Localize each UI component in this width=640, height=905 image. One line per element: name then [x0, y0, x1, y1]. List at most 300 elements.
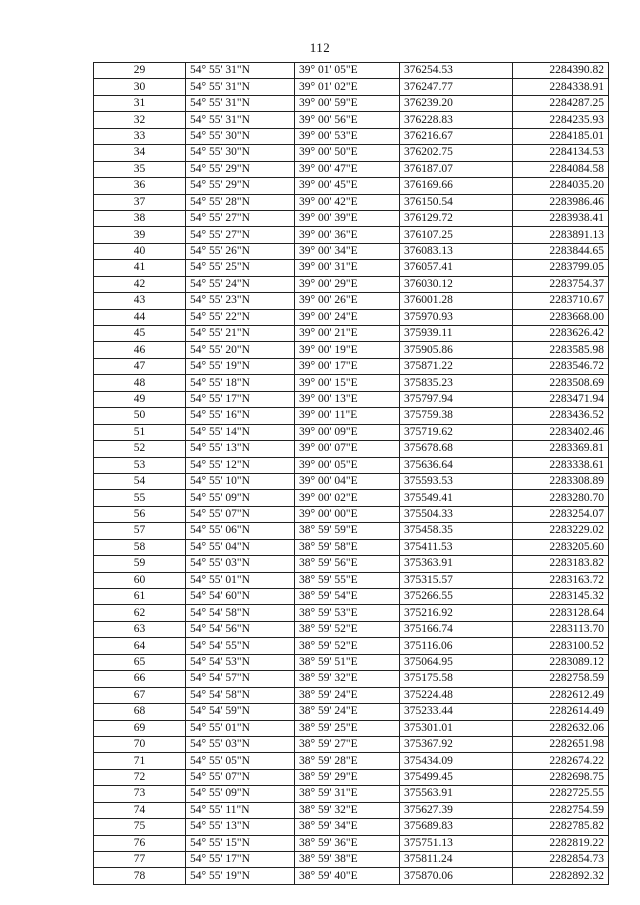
latitude-cell: 54° 55' 07"N: [186, 506, 295, 522]
table-row: [94, 589, 609, 605]
y-coordinate-cell: 2282632.06: [513, 720, 609, 736]
table-row: [94, 720, 609, 736]
table-row: [94, 227, 609, 243]
point-number-cell: 53: [94, 457, 186, 473]
x-coordinate-cell: 375871.22: [400, 358, 513, 374]
x-coordinate-cell: 376254.53: [400, 63, 513, 79]
latitude-cell: 54° 54' 53"N: [186, 654, 295, 670]
table-row: [94, 556, 609, 572]
table-row: [94, 408, 609, 424]
y-coordinate-cell: 2282612.49: [513, 687, 609, 703]
x-coordinate-cell: 376107.25: [400, 227, 513, 243]
x-coordinate-cell: 376247.77: [400, 79, 513, 95]
point-number-cell: 31: [94, 95, 186, 111]
x-coordinate-cell: 375216.92: [400, 605, 513, 621]
longitude-cell: 38° 59' 52"E: [295, 638, 400, 654]
table-row: [94, 473, 609, 489]
point-number-cell: 77: [94, 852, 186, 868]
longitude-cell: 39° 01' 05"E: [295, 63, 400, 79]
longitude-cell: 39° 00' 59"E: [295, 95, 400, 111]
y-coordinate-cell: 2282819.22: [513, 835, 609, 851]
y-coordinate-cell: 2283986.46: [513, 194, 609, 210]
longitude-cell: 38° 59' 51"E: [295, 654, 400, 670]
point-number-cell: 45: [94, 326, 186, 342]
table-row: [94, 260, 609, 276]
x-coordinate-cell: 375166.74: [400, 621, 513, 637]
point-number-cell: 73: [94, 786, 186, 802]
point-number-cell: 57: [94, 523, 186, 539]
longitude-cell: 39° 00' 17"E: [295, 358, 400, 374]
latitude-cell: 54° 55' 15"N: [186, 835, 295, 851]
longitude-cell: 39° 00' 26"E: [295, 293, 400, 309]
y-coordinate-cell: 2283754.37: [513, 276, 609, 292]
x-coordinate-cell: 375593.53: [400, 473, 513, 489]
longitude-cell: 39° 00' 36"E: [295, 227, 400, 243]
y-coordinate-cell: 2282754.59: [513, 802, 609, 818]
x-coordinate-cell: 376169.66: [400, 178, 513, 194]
point-number-cell: 61: [94, 589, 186, 605]
table-row: [94, 243, 609, 259]
table-row: [94, 342, 609, 358]
latitude-cell: 54° 55' 31"N: [186, 95, 295, 111]
longitude-cell: 38° 59' 27"E: [295, 736, 400, 752]
point-number-cell: 65: [94, 654, 186, 670]
x-coordinate-cell: 375835.23: [400, 375, 513, 391]
latitude-cell: 54° 55' 26"N: [186, 243, 295, 259]
point-number-cell: 49: [94, 391, 186, 407]
longitude-cell: 38° 59' 53"E: [295, 605, 400, 621]
table-row: [94, 293, 609, 309]
table-row: [94, 178, 609, 194]
point-number-cell: 34: [94, 145, 186, 161]
table-row: [94, 736, 609, 752]
latitude-cell: 54° 55' 17"N: [186, 852, 295, 868]
table-row: [94, 128, 609, 144]
latitude-cell: 54° 55' 13"N: [186, 819, 295, 835]
x-coordinate-cell: 375751.13: [400, 835, 513, 851]
table-row: [94, 868, 609, 884]
point-number-cell: 33: [94, 128, 186, 144]
table-row: [94, 506, 609, 522]
table-row: [94, 704, 609, 720]
y-coordinate-cell: 2283799.05: [513, 260, 609, 276]
longitude-cell: 39° 00' 05"E: [295, 457, 400, 473]
x-coordinate-cell: 375411.53: [400, 539, 513, 555]
latitude-cell: 54° 55' 05"N: [186, 753, 295, 769]
point-number-cell: 58: [94, 539, 186, 555]
x-coordinate-cell: 375563.91: [400, 786, 513, 802]
table-row: [94, 375, 609, 391]
table-row: [94, 457, 609, 473]
y-coordinate-cell: 2283436.52: [513, 408, 609, 424]
point-number-cell: 32: [94, 112, 186, 128]
table-row: [94, 638, 609, 654]
longitude-cell: 38° 59' 58"E: [295, 539, 400, 555]
latitude-cell: 54° 55' 14"N: [186, 424, 295, 440]
table-row: [94, 835, 609, 851]
x-coordinate-cell: 375499.45: [400, 769, 513, 785]
y-coordinate-cell: 2284235.93: [513, 112, 609, 128]
latitude-cell: 54° 54' 58"N: [186, 605, 295, 621]
longitude-cell: 39° 00' 00"E: [295, 506, 400, 522]
latitude-cell: 54° 55' 07"N: [186, 769, 295, 785]
latitude-cell: 54° 55' 21"N: [186, 326, 295, 342]
x-coordinate-cell: 375939.11: [400, 326, 513, 342]
y-coordinate-cell: 2283113.70: [513, 621, 609, 637]
latitude-cell: 54° 55' 03"N: [186, 556, 295, 572]
latitude-cell: 54° 55' 30"N: [186, 145, 295, 161]
y-coordinate-cell: 2283183.82: [513, 556, 609, 572]
point-number-cell: 47: [94, 358, 186, 374]
point-number-cell: 41: [94, 260, 186, 276]
x-coordinate-cell: 375175.58: [400, 671, 513, 687]
point-number-cell: 59: [94, 556, 186, 572]
point-number-cell: 50: [94, 408, 186, 424]
latitude-cell: 54° 55' 23"N: [186, 293, 295, 309]
y-coordinate-cell: 2283369.81: [513, 441, 609, 457]
longitude-cell: 38° 59' 32"E: [295, 671, 400, 687]
point-number-cell: 64: [94, 638, 186, 654]
coordinates-table: [93, 62, 609, 885]
table-row: [94, 671, 609, 687]
latitude-cell: 54° 55' 13"N: [186, 441, 295, 457]
y-coordinate-cell: 2283471.94: [513, 391, 609, 407]
y-coordinate-cell: 2282651.98: [513, 736, 609, 752]
longitude-cell: 38° 59' 56"E: [295, 556, 400, 572]
point-number-cell: 39: [94, 227, 186, 243]
table-row: [94, 539, 609, 555]
latitude-cell: 54° 55' 30"N: [186, 128, 295, 144]
x-coordinate-cell: 376216.67: [400, 128, 513, 144]
y-coordinate-cell: 2284338.91: [513, 79, 609, 95]
point-number-cell: 52: [94, 441, 186, 457]
y-coordinate-cell: 2283844.65: [513, 243, 609, 259]
y-coordinate-cell: 2284134.53: [513, 145, 609, 161]
table-row: [94, 210, 609, 226]
longitude-cell: 38° 59' 24"E: [295, 687, 400, 703]
point-number-cell: 35: [94, 161, 186, 177]
latitude-cell: 54° 55' 12"N: [186, 457, 295, 473]
x-coordinate-cell: 375363.91: [400, 556, 513, 572]
y-coordinate-cell: 2283254.07: [513, 506, 609, 522]
x-coordinate-cell: 375970.93: [400, 309, 513, 325]
longitude-cell: 39° 00' 24"E: [295, 309, 400, 325]
y-coordinate-cell: 2284084.58: [513, 161, 609, 177]
latitude-cell: 54° 55' 25"N: [186, 260, 295, 276]
x-coordinate-cell: 376001.28: [400, 293, 513, 309]
point-number-cell: 48: [94, 375, 186, 391]
table-row: [94, 309, 609, 325]
table-row: [94, 621, 609, 637]
y-coordinate-cell: 2283280.70: [513, 490, 609, 506]
point-number-cell: 75: [94, 819, 186, 835]
latitude-cell: 54° 55' 29"N: [186, 178, 295, 194]
longitude-cell: 39° 00' 31"E: [295, 260, 400, 276]
table-row: [94, 79, 609, 95]
table-row: [94, 802, 609, 818]
table-row: [94, 424, 609, 440]
y-coordinate-cell: 2282785.82: [513, 819, 609, 835]
longitude-cell: 39° 00' 07"E: [295, 441, 400, 457]
longitude-cell: 39° 00' 13"E: [295, 391, 400, 407]
table-row: [94, 786, 609, 802]
table-row: [94, 326, 609, 342]
x-coordinate-cell: 375266.55: [400, 589, 513, 605]
longitude-cell: 38° 59' 24"E: [295, 704, 400, 720]
longitude-cell: 38° 59' 59"E: [295, 523, 400, 539]
table-row: [94, 819, 609, 835]
latitude-cell: 54° 54' 57"N: [186, 671, 295, 687]
y-coordinate-cell: 2283402.46: [513, 424, 609, 440]
latitude-cell: 54° 55' 31"N: [186, 79, 295, 95]
table-row: [94, 753, 609, 769]
longitude-cell: 38° 59' 38"E: [295, 852, 400, 868]
y-coordinate-cell: 2283205.60: [513, 539, 609, 555]
longitude-cell: 38° 59' 54"E: [295, 589, 400, 605]
table-row: [94, 194, 609, 210]
longitude-cell: 39° 00' 34"E: [295, 243, 400, 259]
latitude-cell: 54° 55' 11"N: [186, 802, 295, 818]
point-number-cell: 43: [94, 293, 186, 309]
latitude-cell: 54° 55' 01"N: [186, 720, 295, 736]
point-number-cell: 42: [94, 276, 186, 292]
point-number-cell: 76: [94, 835, 186, 851]
y-coordinate-cell: 2283626.42: [513, 326, 609, 342]
longitude-cell: 39° 00' 09"E: [295, 424, 400, 440]
latitude-cell: 54° 55' 27"N: [186, 210, 295, 226]
x-coordinate-cell: 376202.75: [400, 145, 513, 161]
y-coordinate-cell: 2282892.32: [513, 868, 609, 884]
table-row: [94, 852, 609, 868]
table-row: [94, 276, 609, 292]
y-coordinate-cell: 2284390.82: [513, 63, 609, 79]
latitude-cell: 54° 55' 09"N: [186, 786, 295, 802]
longitude-cell: 38° 59' 36"E: [295, 835, 400, 851]
point-number-cell: 72: [94, 769, 186, 785]
latitude-cell: 54° 54' 56"N: [186, 621, 295, 637]
point-number-cell: 69: [94, 720, 186, 736]
latitude-cell: 54° 55' 20"N: [186, 342, 295, 358]
table-row: [94, 358, 609, 374]
x-coordinate-cell: 376150.54: [400, 194, 513, 210]
latitude-cell: 54° 55' 01"N: [186, 572, 295, 588]
coordinates-table-body: [94, 63, 609, 885]
table-row: [94, 161, 609, 177]
latitude-cell: 54° 55' 27"N: [186, 227, 295, 243]
latitude-cell: 54° 55' 04"N: [186, 539, 295, 555]
longitude-cell: 39° 00' 04"E: [295, 473, 400, 489]
y-coordinate-cell: 2284185.01: [513, 128, 609, 144]
longitude-cell: 38° 59' 28"E: [295, 753, 400, 769]
latitude-cell: 54° 54' 60"N: [186, 589, 295, 605]
x-coordinate-cell: 375811.24: [400, 852, 513, 868]
point-number-cell: 29: [94, 63, 186, 79]
longitude-cell: 38° 59' 25"E: [295, 720, 400, 736]
longitude-cell: 39° 00' 19"E: [295, 342, 400, 358]
longitude-cell: 39° 00' 53"E: [295, 128, 400, 144]
y-coordinate-cell: 2283128.64: [513, 605, 609, 621]
table-row: [94, 391, 609, 407]
table-row: [94, 112, 609, 128]
latitude-cell: 54° 55' 22"N: [186, 309, 295, 325]
latitude-cell: 54° 55' 06"N: [186, 523, 295, 539]
longitude-cell: 39° 00' 42"E: [295, 194, 400, 210]
point-number-cell: 55: [94, 490, 186, 506]
point-number-cell: 62: [94, 605, 186, 621]
x-coordinate-cell: 376239.20: [400, 95, 513, 111]
table-row: [94, 572, 609, 588]
longitude-cell: 39° 01' 02"E: [295, 79, 400, 95]
latitude-cell: 54° 55' 29"N: [186, 161, 295, 177]
table-row: [94, 441, 609, 457]
y-coordinate-cell: 2283145.32: [513, 589, 609, 605]
point-number-cell: 38: [94, 210, 186, 226]
point-number-cell: 70: [94, 736, 186, 752]
latitude-cell: 54° 55' 31"N: [186, 112, 295, 128]
latitude-cell: 54° 55' 17"N: [186, 391, 295, 407]
latitude-cell: 54° 55' 10"N: [186, 473, 295, 489]
point-number-cell: 44: [94, 309, 186, 325]
longitude-cell: 39° 00' 21"E: [295, 326, 400, 342]
longitude-cell: 38° 59' 55"E: [295, 572, 400, 588]
y-coordinate-cell: 2284287.25: [513, 95, 609, 111]
point-number-cell: 74: [94, 802, 186, 818]
x-coordinate-cell: 375719.62: [400, 424, 513, 440]
x-coordinate-cell: 375367.92: [400, 736, 513, 752]
x-coordinate-cell: 375689.83: [400, 819, 513, 835]
x-coordinate-cell: 376228.83: [400, 112, 513, 128]
x-coordinate-cell: 375905.86: [400, 342, 513, 358]
y-coordinate-cell: 2283891.13: [513, 227, 609, 243]
point-number-cell: 71: [94, 753, 186, 769]
table-row: [94, 145, 609, 161]
latitude-cell: 54° 55' 31"N: [186, 63, 295, 79]
y-coordinate-cell: 2283508.69: [513, 375, 609, 391]
point-number-cell: 51: [94, 424, 186, 440]
latitude-cell: 54° 54' 58"N: [186, 687, 295, 703]
latitude-cell: 54° 55' 24"N: [186, 276, 295, 292]
y-coordinate-cell: 2283100.52: [513, 638, 609, 654]
point-number-cell: 78: [94, 868, 186, 884]
x-coordinate-cell: 376083.13: [400, 243, 513, 259]
longitude-cell: 39° 00' 15"E: [295, 375, 400, 391]
point-number-cell: 30: [94, 79, 186, 95]
y-coordinate-cell: 2283308.89: [513, 473, 609, 489]
x-coordinate-cell: 375458.35: [400, 523, 513, 539]
table-row: [94, 687, 609, 703]
x-coordinate-cell: 375549.41: [400, 490, 513, 506]
point-number-cell: 63: [94, 621, 186, 637]
page-number: 112: [309, 40, 331, 55]
longitude-cell: 39° 00' 11"E: [295, 408, 400, 424]
longitude-cell: 38° 59' 31"E: [295, 786, 400, 802]
latitude-cell: 54° 54' 55"N: [186, 638, 295, 654]
x-coordinate-cell: 375627.39: [400, 802, 513, 818]
point-number-cell: 66: [94, 671, 186, 687]
x-coordinate-cell: 375064.95: [400, 654, 513, 670]
latitude-cell: 54° 55' 09"N: [186, 490, 295, 506]
latitude-cell: 54° 55' 16"N: [186, 408, 295, 424]
x-coordinate-cell: 375870.06: [400, 868, 513, 884]
longitude-cell: 38° 59' 40"E: [295, 868, 400, 884]
y-coordinate-cell: 2282725.55: [513, 786, 609, 802]
y-coordinate-cell: 2283546.72: [513, 358, 609, 374]
y-coordinate-cell: 2282614.49: [513, 704, 609, 720]
longitude-cell: 39° 00' 47"E: [295, 161, 400, 177]
latitude-cell: 54° 55' 28"N: [186, 194, 295, 210]
x-coordinate-cell: 375678.68: [400, 441, 513, 457]
y-coordinate-cell: 2283229.02: [513, 523, 609, 539]
point-number-cell: 60: [94, 572, 186, 588]
x-coordinate-cell: 375504.33: [400, 506, 513, 522]
x-coordinate-cell: 375233.44: [400, 704, 513, 720]
y-coordinate-cell: 2282674.22: [513, 753, 609, 769]
y-coordinate-cell: 2282854.73: [513, 852, 609, 868]
longitude-cell: 39° 00' 56"E: [295, 112, 400, 128]
y-coordinate-cell: 2283338.61: [513, 457, 609, 473]
table-row: [94, 523, 609, 539]
point-number-cell: 40: [94, 243, 186, 259]
longitude-cell: 38° 59' 32"E: [295, 802, 400, 818]
x-coordinate-cell: 376030.12: [400, 276, 513, 292]
longitude-cell: 39° 00' 39"E: [295, 210, 400, 226]
x-coordinate-cell: 375636.64: [400, 457, 513, 473]
point-number-cell: 67: [94, 687, 186, 703]
x-coordinate-cell: 376187.07: [400, 161, 513, 177]
x-coordinate-cell: 375301.01: [400, 720, 513, 736]
x-coordinate-cell: 375434.09: [400, 753, 513, 769]
point-number-cell: 68: [94, 704, 186, 720]
point-number-cell: 56: [94, 506, 186, 522]
y-coordinate-cell: 2282758.59: [513, 671, 609, 687]
table-row: [94, 769, 609, 785]
y-coordinate-cell: 2283710.67: [513, 293, 609, 309]
point-number-cell: 54: [94, 473, 186, 489]
longitude-cell: 39° 00' 29"E: [295, 276, 400, 292]
point-number-cell: 46: [94, 342, 186, 358]
latitude-cell: 54° 55' 03"N: [186, 736, 295, 752]
latitude-cell: 54° 55' 19"N: [186, 868, 295, 884]
y-coordinate-cell: 2282698.75: [513, 769, 609, 785]
y-coordinate-cell: 2283585.98: [513, 342, 609, 358]
latitude-cell: 54° 54' 59"N: [186, 704, 295, 720]
x-coordinate-cell: 375797.94: [400, 391, 513, 407]
point-number-cell: 36: [94, 178, 186, 194]
latitude-cell: 54° 55' 18"N: [186, 375, 295, 391]
x-coordinate-cell: 375224.48: [400, 687, 513, 703]
longitude-cell: 38° 59' 34"E: [295, 819, 400, 835]
x-coordinate-cell: 376057.41: [400, 260, 513, 276]
table-row: [94, 654, 609, 670]
x-coordinate-cell: 376129.72: [400, 210, 513, 226]
table-row: [94, 95, 609, 111]
longitude-cell: 38° 59' 29"E: [295, 769, 400, 785]
longitude-cell: 39° 00' 50"E: [295, 145, 400, 161]
longitude-cell: 38° 59' 52"E: [295, 621, 400, 637]
y-coordinate-cell: 2283668.00: [513, 309, 609, 325]
table-row: [94, 490, 609, 506]
longitude-cell: 39° 00' 02"E: [295, 490, 400, 506]
latitude-cell: 54° 55' 19"N: [186, 358, 295, 374]
x-coordinate-cell: 375315.57: [400, 572, 513, 588]
longitude-cell: 39° 00' 45"E: [295, 178, 400, 194]
x-coordinate-cell: 375116.06: [400, 638, 513, 654]
y-coordinate-cell: 2283163.72: [513, 572, 609, 588]
y-coordinate-cell: 2283089.12: [513, 654, 609, 670]
point-number-cell: 37: [94, 194, 186, 210]
table-row: [94, 63, 609, 79]
y-coordinate-cell: 2284035.20: [513, 178, 609, 194]
